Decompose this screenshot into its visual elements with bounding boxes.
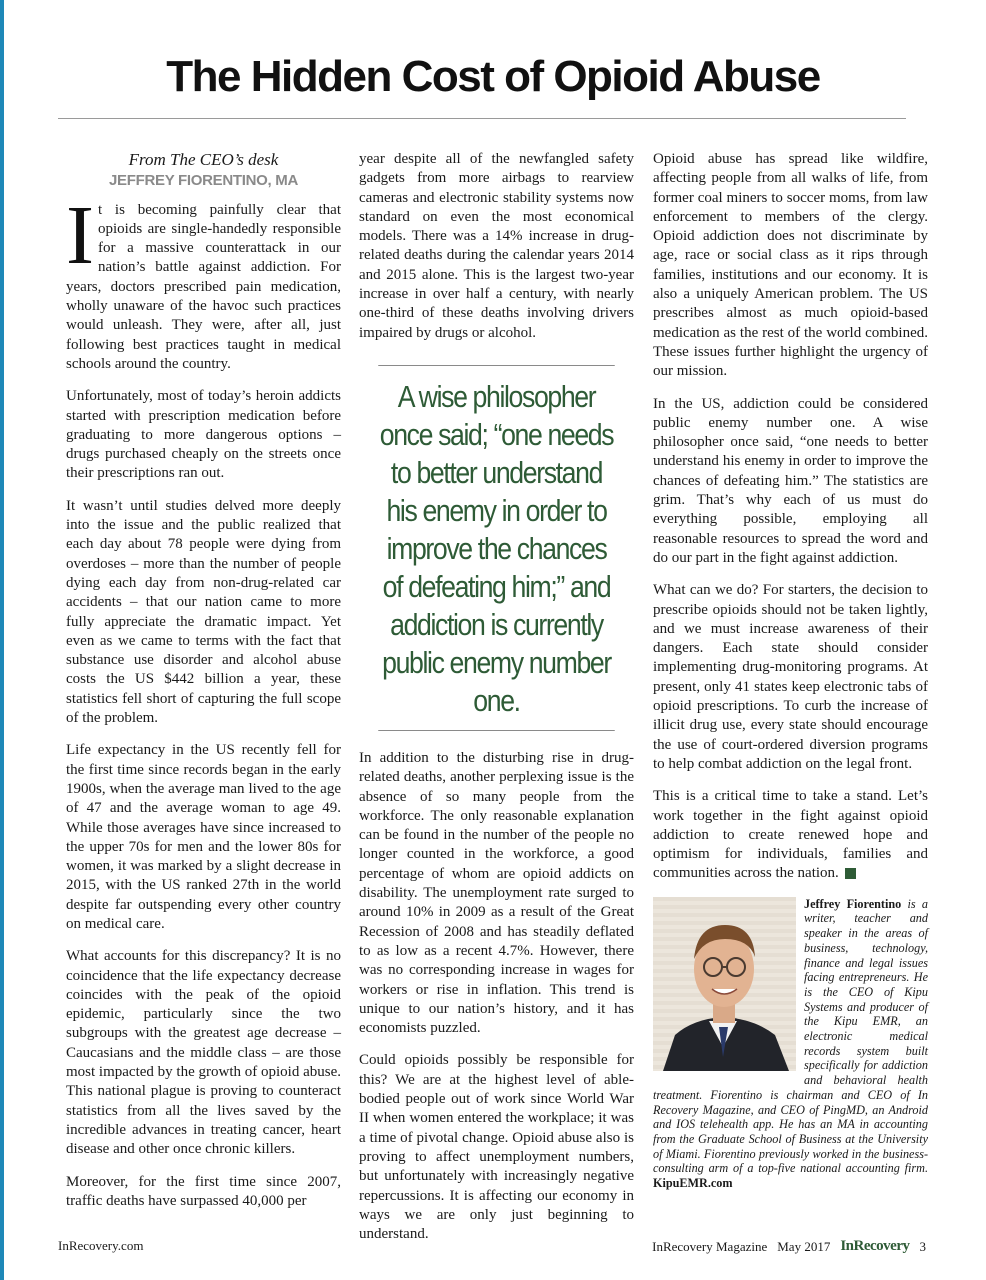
paragraph: It wasn’t until studies delved more deeply into the issue and the public realized that each day about 78 people were dying from overdoses – more than the number of people dying each day from non-drug-related car accidents – that our nation came to more fully appreciate the dramatic impact. Yet even as we came to terms with the fact that substance use disorder and alcohol abuse costs the US $442 billion a year, these statistics fell short of capturing the full scope of the problem. (66, 497, 341, 727)
pull-quote: A wise philosopher once said; “one needs to better understand his enemy in order to improve the chances of defeating him;” and addiction is currently public enemy number one. (378, 365, 615, 731)
paragraph: Could opioids possibly be responsible for this? We are at the highest level of able-bodied people out of work since World War II when women entered the workplace; it was a time of pivotal change. Opioid abuse also is proving to affect unemployment numbers, but unfortunately with increasingly negative repercussions. It is affecting our economy in ways we are only just beginning to understand. (359, 1052, 634, 1243)
paragraph: Opioid abuse has spread like wildfire, affecting people from all walks of life, from former coal miners to soccer moms, from law enforcement to members of the clergy. Opioid addiction does not discriminate by age, race or social class as it rips through families, institutions and our economy. It is also a uniquely American problem. The US prescribes almost as much opioid-based medication as the rest of the world combined. These issues further highlight the urgency of our mission. (653, 151, 928, 380)
paragraph-intro (66, 188, 341, 375)
footer-date: May 2017 (777, 1238, 831, 1254)
column-1 (66, 150, 341, 1224)
paragraph: year despite all of the newfangled safety gadgets from more airbags to rearview cameras and electronic stability systems now standard on even the most economical models. There was a 14% increase in drug-related deaths during the calendar years 2014 and 2015 alone. This is the largest two-year increase in over half a century, with nearly one-third of these deaths involving drivers impaired by drugs or alcohol. (359, 151, 634, 341)
column-2 (359, 150, 634, 1257)
footer-right (652, 1238, 926, 1255)
paragraph: Unfortunately, most of today’s heroin addicts started with prescription medication before graduating to more dangerous options – drugs purchased cheaply on the streets once their prescriptions ran out. (66, 388, 341, 482)
footer-website[interactable]: InRecovery.com (58, 1238, 144, 1253)
paragraph-closing-text: This is a critical time to take a stand. Let’s work together in the fight against opioid addiction to create renewed hope and optimism for individuals, families and communities across the nation. (653, 788, 928, 882)
paragraph: Life expectancy in the US recently fell for the first time since records began in the early 1900s, when the average man lived to the age of 47 and the average woman to age 49. While those averages have since increased to the upper 70s for men and the lower 80s for women, it was marked by a slight decrease in 2015, with the US ranked 27th in the world despite far outspending every other country on medical care. (66, 742, 341, 932)
author-photo (653, 897, 796, 1071)
kicker: From The CEO’s desk (128, 150, 279, 169)
paragraph-intro-text: t is becoming painfully clear that opioids are single-handedly responsible for a massive counterattack in our nation’s battle against addiction. For years, doctors prescribed pain medication, wholly unaware of the havoc such practices would unleash. They were, after all, just following best practices taught in medical schools around the country. (66, 201, 341, 372)
column-3 (653, 150, 928, 1191)
page-number: 3 (919, 1238, 926, 1254)
magazine-logo: InRecovery (840, 1238, 910, 1254)
bio-text: is a writer, teacher and speaker in the areas of business, technology, finance and legal issues facing entrepreneurs. He is the CEO of Kipu Systems and producer of the Kipu EMR, an electronic medical records system built specifically for addiction and behavioral health treatment. Fiorentino is chairman and CEO of In Recovery Magazine, and CEO of PingMD, an Android and IOS telehealth app. He has an MA in accounting from the Graduate School of Business at the University of Miami. Fiorentino previously worked in the business-consulting arm of a top-five national accounting firm. (653, 896, 928, 1176)
paragraph-closing (653, 787, 928, 883)
author-bio (653, 897, 928, 1191)
byline: JEFFREY FIORENTINO, MA (109, 172, 298, 190)
bio-author-name: Jeffrey Fiorentino (804, 896, 902, 911)
page-edge-strip (0, 0, 4, 1280)
headline-rule (58, 118, 906, 119)
drop-cap: I (66, 188, 94, 282)
article-headline: The Hidden Cost of Opioid Abuse (166, 52, 820, 101)
paragraph: Moreover, for the first time since 2007, traffic deaths have surpassed 40,000 per (66, 1173, 341, 1209)
square-end-mark-icon (845, 868, 856, 879)
author-photo-illustration (653, 897, 796, 1071)
paragraph: In addition to the disturbing rise in drug-related deaths, another perplexing issue is the absence of so many people from the workforce. The only reasonable explanation can be found in the number of the people no longer counted in the workforce, a good percentage of whom are opioid addicts on disability. The unemployment rate surged to around 10% in 2009 as a result of the Great Recession of 2008 and has steadily deflated to as low as a recent 4.7%. However, there was no corresponding increase in wages for workers or rise in inflation. This trend is unique to our nation’s history, and it has economists puzzled. (359, 749, 634, 1037)
footer-magazine: InRecovery Magazine (652, 1238, 768, 1254)
bio-website-link[interactable]: KipuEMR.com (653, 1176, 733, 1191)
paragraph: What accounts for this discrepancy? It is no coincidence that the life expectancy decrease coincides with the peak of the opioid epidemic, particularly since the two subgroups with the greatest age decrease – Caucasians and the middle class – are those most impacted by the growth of opioid abuse. This national plague is proving to counteract statistics from all the lives saved by the incredible advances in treating cancer, heart disease and other once chronic killers. (66, 948, 341, 1158)
paragraph: In the US, addiction could be considered public enemy number one. A wise philosopher once said, “one needs to better understand his enemy in order to improve the chances of defeating him.” The statistics are grim. That’s why each of us must do everything possible, employing all reasonable resources to spread the word and do our part in the fight against addiction. (653, 395, 928, 566)
paragraph: What can we do? For starters, the decision to prescribe opioids should not be taken lightly, and we must increase awareness of their dangers. Each state should consider implementing drug-monitoring programs. At present, only 41 states keep electronic tabs of opioid prescriptions. To curb the increase of illicit drug use, every state should encourage the use of court-ordered diversion programs to help combat addiction on the legal front. (653, 582, 928, 772)
